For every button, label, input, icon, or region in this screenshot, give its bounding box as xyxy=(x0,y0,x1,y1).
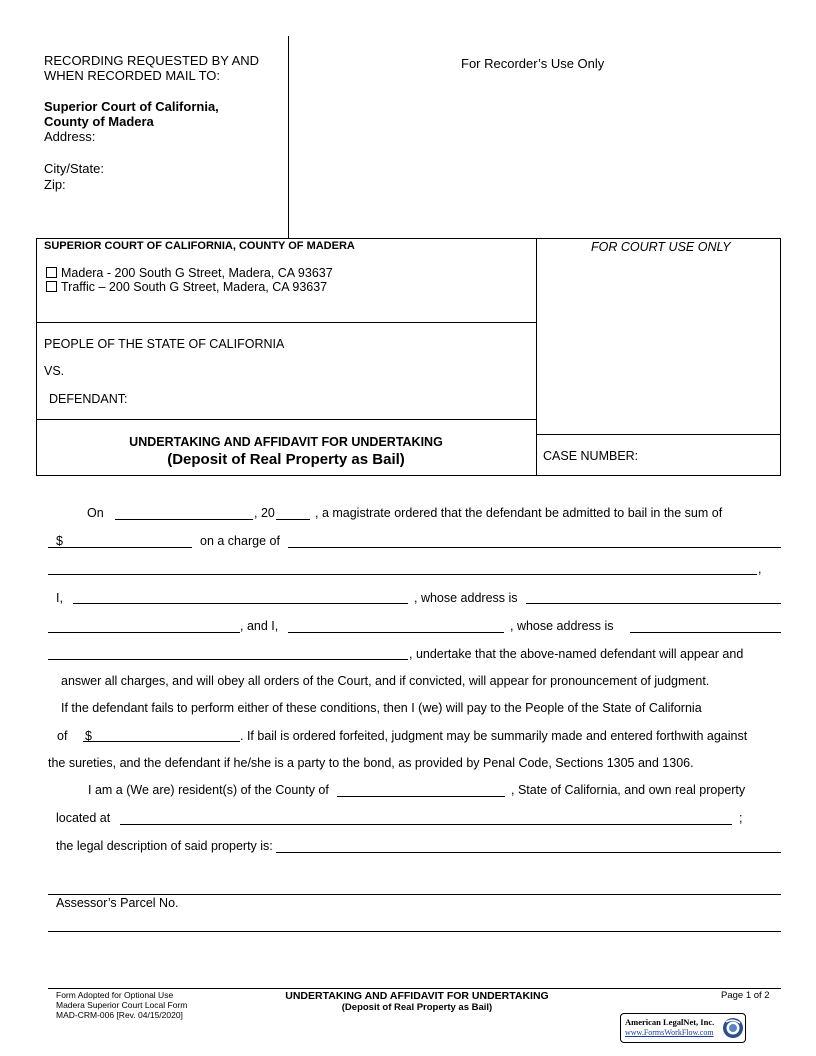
form-title: UNDERTAKING AND AFFIDAVIT FOR UNDERTAKING xyxy=(129,435,443,449)
recording-divider xyxy=(288,36,289,238)
charge-comma: , xyxy=(758,562,762,576)
date-field[interactable] xyxy=(115,519,253,520)
year-field[interactable] xyxy=(276,519,310,520)
undertake-text: , undertake that the above-named defendant will appear and xyxy=(409,647,744,661)
magistrate-text: , a magistrate ordered that the defendant be admitted to bail in the sum of xyxy=(315,506,723,520)
property-location-field[interactable] xyxy=(120,824,732,825)
recording-court-line1: Superior Court of California, xyxy=(44,99,219,114)
traffic-option-label: Traffic – 200 South G Street, Madera, CA 93637 xyxy=(61,280,328,294)
legal-description-label: the legal description of said property is: xyxy=(56,839,273,853)
people-label: PEOPLE OF THE STATE OF CALIFORNIA xyxy=(44,337,285,351)
charge-field-continued[interactable] xyxy=(48,574,757,575)
footer-local-form: Madera Superior Court Local Form xyxy=(56,1000,188,1010)
surety1-name-field[interactable] xyxy=(73,603,408,604)
forfeited-text: . If bail is ordered forfeited, judgment may be summarily made and entered forthwith against xyxy=(240,729,748,743)
location-semicolon: ; xyxy=(739,811,743,825)
county-field[interactable] xyxy=(337,796,505,797)
globe-icon xyxy=(722,1016,744,1040)
whose-address-label-1: , whose address is xyxy=(414,591,518,605)
recording-court-line2: County of Madera xyxy=(44,114,154,129)
surety2-address-field[interactable] xyxy=(630,632,781,633)
i-label: I, xyxy=(56,591,63,605)
legal-description-field[interactable] xyxy=(276,852,781,853)
madera-checkbox[interactable] xyxy=(46,267,57,278)
charge-field[interactable] xyxy=(288,547,781,548)
footer-form-info xyxy=(56,990,187,1020)
footer-subtitle: (Deposit of Real Property as Bail) xyxy=(341,1002,493,1013)
case-number-label: CASE NUMBER: xyxy=(543,449,639,463)
surety1-address-field-continued[interactable] xyxy=(48,632,240,633)
caption-vertical-divider xyxy=(536,238,537,476)
traffic-checkbox[interactable] xyxy=(46,281,57,292)
address-label: Address: xyxy=(44,129,96,144)
caption-divider-2 xyxy=(36,419,536,420)
court-use-label: FOR COURT USE ONLY xyxy=(591,240,731,254)
zip-label: Zip: xyxy=(44,177,66,192)
footer-rule xyxy=(48,988,781,989)
fails-text: If the defendant fails to perform either of these conditions, then I (we) will pay to the People of the State of California xyxy=(61,701,702,715)
form-subtitle: (Deposit of Real Property as Bail) xyxy=(167,451,405,468)
logo-name: American LegalNet, Inc. xyxy=(625,1017,715,1027)
footer-form-number: MAD-CRM-006 [Rev. 04/15/2020] xyxy=(56,1010,183,1020)
and-i-label: , and I, xyxy=(240,619,279,633)
bail-dollar: $ xyxy=(56,534,63,548)
surety1-address-field[interactable] xyxy=(526,603,781,604)
of-label: of xyxy=(57,729,68,743)
answer-text: answer all charges, and will obey all orders of the Court, and if convicted, will appear for pronouncement of judgment. xyxy=(61,674,710,688)
city-label: City/State: xyxy=(44,161,104,176)
penalty-dollar: $ xyxy=(85,729,92,743)
assessor-label: Assessor’s Parcel No. xyxy=(56,896,179,910)
surety2-address-field-continued[interactable] xyxy=(48,659,408,660)
legal-description-field-continued[interactable] xyxy=(48,894,781,895)
sureties-text: the sureties, and the defendant if he/she is a party to the bond, as provided by Penal Code, Sections 1305 and 1306. xyxy=(48,756,694,770)
resident-text: I am a (We are) resident(s) of the County of xyxy=(88,783,329,797)
on-charge-label: on a charge of xyxy=(200,534,280,548)
on-label: On xyxy=(87,506,104,520)
recorder-use-label: For Recorder’s Use Only xyxy=(461,56,605,71)
footer-title: UNDERTAKING AND AFFIDAVIT FOR UNDERTAKING xyxy=(285,990,549,1002)
recording-court xyxy=(44,99,219,129)
caption-divider-1 xyxy=(36,322,536,323)
caption-divider-3 xyxy=(536,434,781,435)
vs-label: VS. xyxy=(44,364,65,378)
defendant-label: DEFENDANT: xyxy=(49,392,128,406)
surety2-name-field[interactable] xyxy=(288,632,504,633)
recording-line2: WHEN RECORDED MAIL TO: xyxy=(44,68,221,83)
located-label: located at xyxy=(56,811,111,825)
page-number: Page 1 of 2 xyxy=(721,990,770,1001)
state-ca-text: , State of California, and own real property xyxy=(511,783,746,797)
penalty-amount-field[interactable] xyxy=(83,741,240,742)
madera-option[interactable] xyxy=(46,266,333,280)
recording-requested xyxy=(44,53,259,83)
footer-adopted: Form Adopted for Optional Use xyxy=(56,990,174,1000)
assessor-field[interactable] xyxy=(48,931,781,932)
logo-url[interactable]: www.FormsWorkFlow.com xyxy=(625,1028,714,1037)
recording-line1: RECORDING REQUESTED BY AND xyxy=(44,53,260,68)
americanlegalnet-logo[interactable] xyxy=(620,1013,746,1043)
year-prefix: , 20 xyxy=(254,506,275,520)
bail-amount-field[interactable] xyxy=(48,547,192,548)
traffic-option[interactable] xyxy=(46,280,327,294)
madera-option-label: Madera - 200 South G Street, Madera, CA 93637 xyxy=(61,266,333,280)
whose-address-label-2: , whose address is xyxy=(510,619,614,633)
court-name: SUPERIOR COURT OF CALIFORNIA, COUNTY OF MADERA xyxy=(44,240,355,252)
